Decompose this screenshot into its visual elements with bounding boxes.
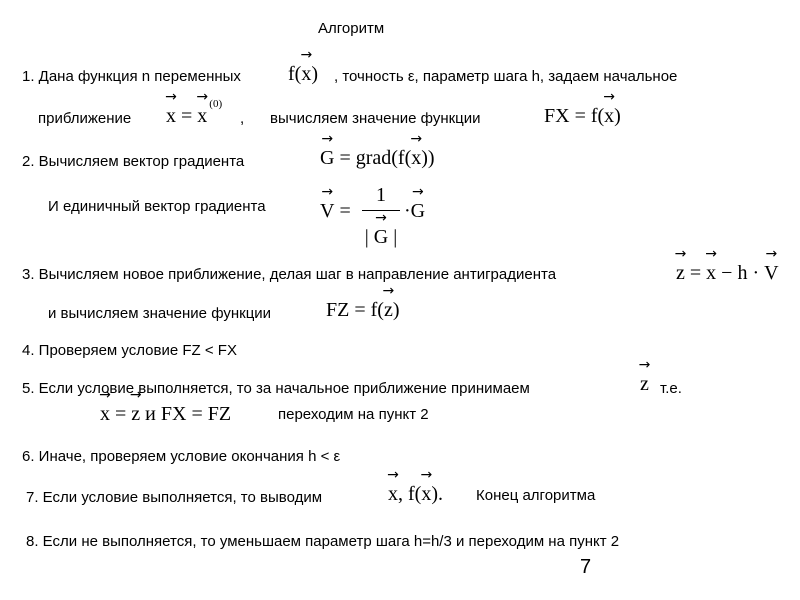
step-6-text: 6. Иначе, проверяем условие окончания h < ε bbox=[22, 448, 341, 465]
step-1-text-e: вычисляем значение функции bbox=[270, 110, 481, 127]
step-3-text-b: и вычисляем значение функции bbox=[48, 305, 272, 322]
step-2-unit-text: И единичный вектор градиента bbox=[48, 198, 266, 215]
step-3-text: 3. Вычисляем новое приближение, делая шаг в направление антиградиента bbox=[22, 266, 557, 283]
page-number: 7 bbox=[580, 556, 592, 578]
formula-step-5: → x = → z и FX = FZ bbox=[100, 403, 231, 425]
formula-FZ: FZ = f(→ z) bbox=[326, 299, 400, 321]
step-5-ie: т.е. bbox=[660, 380, 682, 397]
formula-f-of-x: f(→ x) bbox=[288, 63, 318, 85]
page-title: Алгоритм bbox=[318, 20, 385, 37]
step-5-goto: переходим на пункт 2 bbox=[278, 406, 429, 423]
fraction-numerator: 1 bbox=[376, 184, 386, 206]
fraction-denominator: | → G | bbox=[356, 226, 406, 249]
step-2-text: 2. Вычисляем вектор градиента bbox=[22, 153, 245, 170]
formula-unit-V: → V = bbox=[320, 200, 351, 222]
step-1-comma: , bbox=[240, 110, 245, 127]
formula-initial-approx: → x = → x (0) bbox=[166, 105, 207, 127]
step-4-text: 4. Проверяем условие FZ < FX bbox=[22, 342, 237, 359]
formula-FX: FX = f(→ x) bbox=[544, 105, 621, 127]
formula-z-vector: → z bbox=[640, 373, 649, 395]
formula-gradient: → G = grad(f(→ x)) bbox=[320, 147, 435, 169]
step-1-text-c: приближение bbox=[38, 110, 132, 127]
step-1-text-b: , точность ε, параметр шага h, задаем начальное bbox=[334, 68, 678, 85]
step-8-text: 8. Если не выполняется, то уменьшаем параметр шага h=h/3 и переходим на пункт 2 bbox=[26, 533, 620, 550]
step-5-text: 5. Если условие выполняется, то за начальное приближение принимаем bbox=[22, 380, 530, 397]
step-7-end: Конец алгоритма bbox=[476, 487, 596, 504]
formula-unit-G: ·→ G bbox=[404, 200, 425, 222]
formula-new-approx: → z = → x − h · → V bbox=[676, 262, 779, 284]
step-1-text-a: 1. Дана функция n переменных bbox=[22, 68, 241, 85]
step-7-text: 7. Если условие выполняется, то выводим bbox=[26, 489, 323, 506]
formula-output: → x, f(→ x). bbox=[388, 483, 443, 505]
